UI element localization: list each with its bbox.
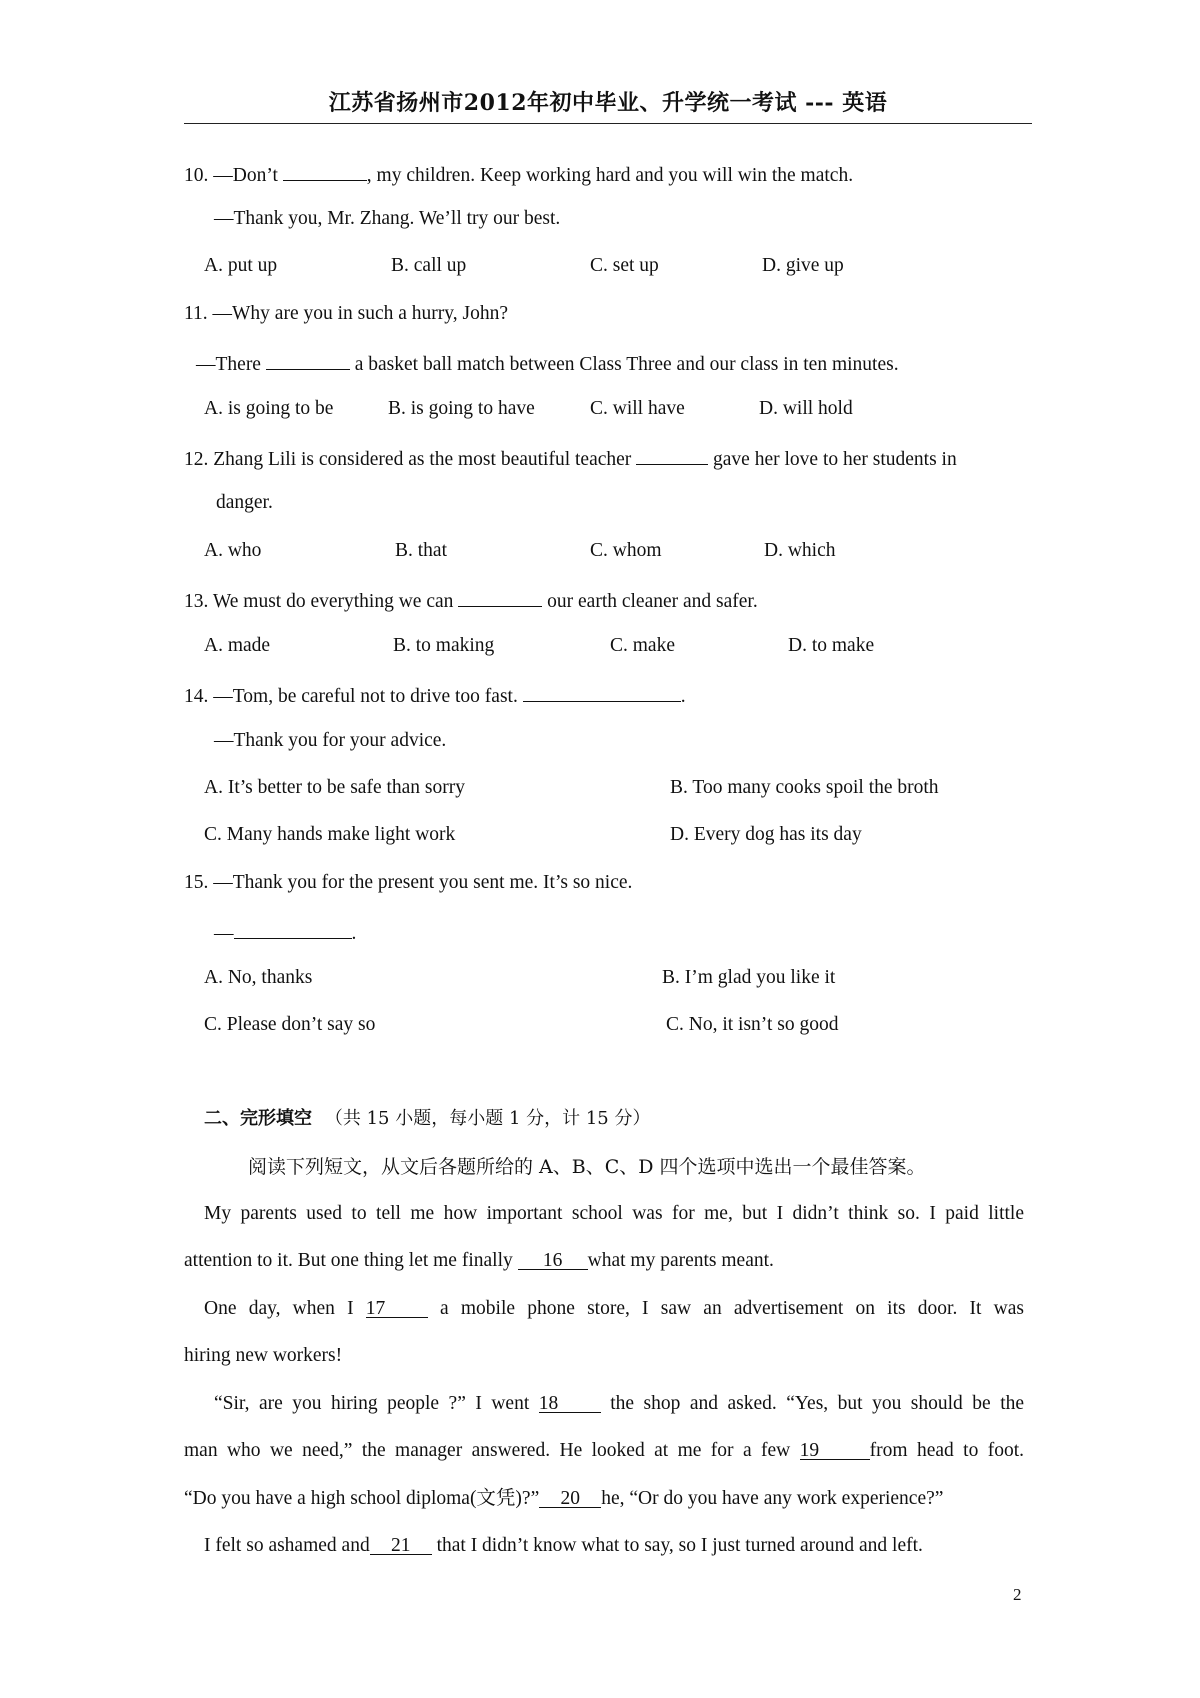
q10-option-b: B. call up xyxy=(391,255,467,276)
answer-blank xyxy=(266,349,350,370)
question-14 xyxy=(184,681,686,709)
q14-stem-b: . xyxy=(680,686,686,707)
q10-option-c: C. set up xyxy=(590,255,659,276)
q15-end: . xyxy=(351,923,357,944)
q11-option-a: A. is going to be xyxy=(204,398,334,419)
passage-text: he, “Or do you have any work experience?” xyxy=(601,1488,944,1509)
q10-stem-b: , my children. Keep working hard and you will win the match. xyxy=(366,165,854,186)
page-header: 江苏省扬州市2012年初中毕业、升学统一考试 --- 英语 xyxy=(184,86,1032,124)
q12-continuation: danger. xyxy=(216,492,273,513)
q10-option-a: A. put up xyxy=(204,255,278,276)
answer-blank xyxy=(458,586,542,607)
answer-blank xyxy=(523,681,681,702)
q12-option-a: A. who xyxy=(204,540,262,561)
q11-option-c: C. will have xyxy=(590,398,685,419)
cloze-blank-18: 18 xyxy=(539,1392,601,1413)
q14-option-c: C. Many hands make light work xyxy=(204,824,456,845)
q12-stem-a: 12. Zhang Lili is considered as the most beautiful teacher xyxy=(184,449,632,470)
q14-stem-a: 14. —Tom, be careful not to drive too fast. xyxy=(184,686,518,707)
q11-stem-b: a basket ball match between Class Three and our class in ten minutes. xyxy=(354,354,899,375)
answer-blank xyxy=(636,444,708,465)
q12-option-d: D. which xyxy=(764,540,836,561)
q15-option-c: C. Please don’t say so xyxy=(204,1014,376,1035)
cloze-blank-20: 20 xyxy=(539,1487,601,1508)
passage-line xyxy=(204,1534,923,1558)
q13-stem-b: our earth cleaner and safer. xyxy=(547,591,758,612)
q15-reply xyxy=(214,918,356,946)
section-instruction: 阅读下列短文，从文后各题所给的 A、B、C、D 四个选项中选出一个最佳答案。 xyxy=(248,1156,926,1178)
q15-option-b: B. I’m glad you like it xyxy=(662,967,836,988)
question-13 xyxy=(184,586,758,614)
passage-line: hiring new workers! xyxy=(184,1345,343,1366)
passage-line xyxy=(204,1297,1024,1321)
question-12 xyxy=(184,444,957,472)
q11-option-b: B. is going to have xyxy=(388,398,535,419)
passage-line xyxy=(184,1249,774,1273)
passage-text: man who we need,” the manager answered. He looked at me for a few xyxy=(184,1440,791,1461)
cloze-blank-19: 19 xyxy=(800,1439,870,1460)
passage-line xyxy=(214,1392,1024,1416)
answer-blank xyxy=(234,918,352,939)
question-10 xyxy=(184,160,853,188)
q11-option-d: D. will hold xyxy=(759,398,853,419)
passage-line: My parents used to tell me how important school was for me, but I didn’t think so. I paid little xyxy=(204,1203,1024,1224)
q12-stem-b: gave her love to her students in xyxy=(713,449,957,470)
question-15: 15. —Thank you for the present you sent me. It’s so nice. xyxy=(184,872,633,893)
q14-option-a: A. It’s better to be safe than sorry xyxy=(204,777,466,798)
cloze-blank-21: 21 xyxy=(370,1534,432,1555)
passage-text: I felt so ashamed and xyxy=(204,1535,370,1556)
q14-option-b: B. Too many cooks spoil the broth xyxy=(670,777,939,798)
passage-text: from head to foot. xyxy=(869,1440,1025,1461)
section-title: 二、完形填空 xyxy=(204,1108,312,1129)
passage-text: attention to it. But one thing let me finally xyxy=(184,1250,513,1271)
passage-line xyxy=(184,1487,943,1511)
answer-blank xyxy=(283,160,367,181)
q11-stem-a: —There xyxy=(196,354,261,375)
cloze-blank-17: 17 xyxy=(366,1297,428,1318)
q13-option-b: B. to making xyxy=(393,635,495,656)
section-scoring-note: （共 15 小题，每小题 1 分，计 15 分） xyxy=(324,1108,651,1129)
passage-line xyxy=(184,1439,1024,1463)
q15-option-d: C. No, it isn’t so good xyxy=(666,1014,839,1035)
passage-text: what my parents meant. xyxy=(587,1250,774,1271)
passage-text: One day, when I xyxy=(204,1298,354,1319)
q13-option-a: A. made xyxy=(204,635,271,656)
passage-text: the shop and asked. “Yes, but you should be the xyxy=(610,1393,1025,1414)
q11-reply xyxy=(196,349,899,377)
cloze-blank-16: 16 xyxy=(518,1249,588,1270)
passage-text: “Sir, are you hiring people ?” I went xyxy=(214,1393,530,1414)
q12-option-c: C. whom xyxy=(590,540,662,561)
q12-option-b: B. that xyxy=(395,540,447,561)
page-number: 2 xyxy=(1013,1585,1022,1604)
section-heading xyxy=(204,1107,650,1131)
q14-option-d: D. Every dog has its day xyxy=(670,824,862,845)
q15-option-a: A. No, thanks xyxy=(204,967,313,988)
q10-stem-a: 10. —Don’t xyxy=(184,165,278,186)
q15-dash: — xyxy=(214,923,234,944)
q14-reply: —Thank you for your advice. xyxy=(214,730,447,751)
question-11: 11. —Why are you in such a hurry, John? xyxy=(184,303,509,324)
q10-option-d: D. give up xyxy=(762,255,844,276)
passage-text: “Do you have a high school diploma(文凭)?” xyxy=(184,1488,540,1509)
q13-stem-a: 13. We must do everything we can xyxy=(184,591,454,612)
passage-text: that I didn’t know what to say, so I just turned around and left. xyxy=(436,1535,923,1556)
q10-reply: —Thank you, Mr. Zhang. We’ll try our best. xyxy=(214,208,561,229)
passage-text: a mobile phone store, I saw an advertisement on its door. It was xyxy=(440,1298,1024,1319)
q13-option-d: D. to make xyxy=(788,635,875,656)
q13-option-c: C. make xyxy=(610,635,675,656)
